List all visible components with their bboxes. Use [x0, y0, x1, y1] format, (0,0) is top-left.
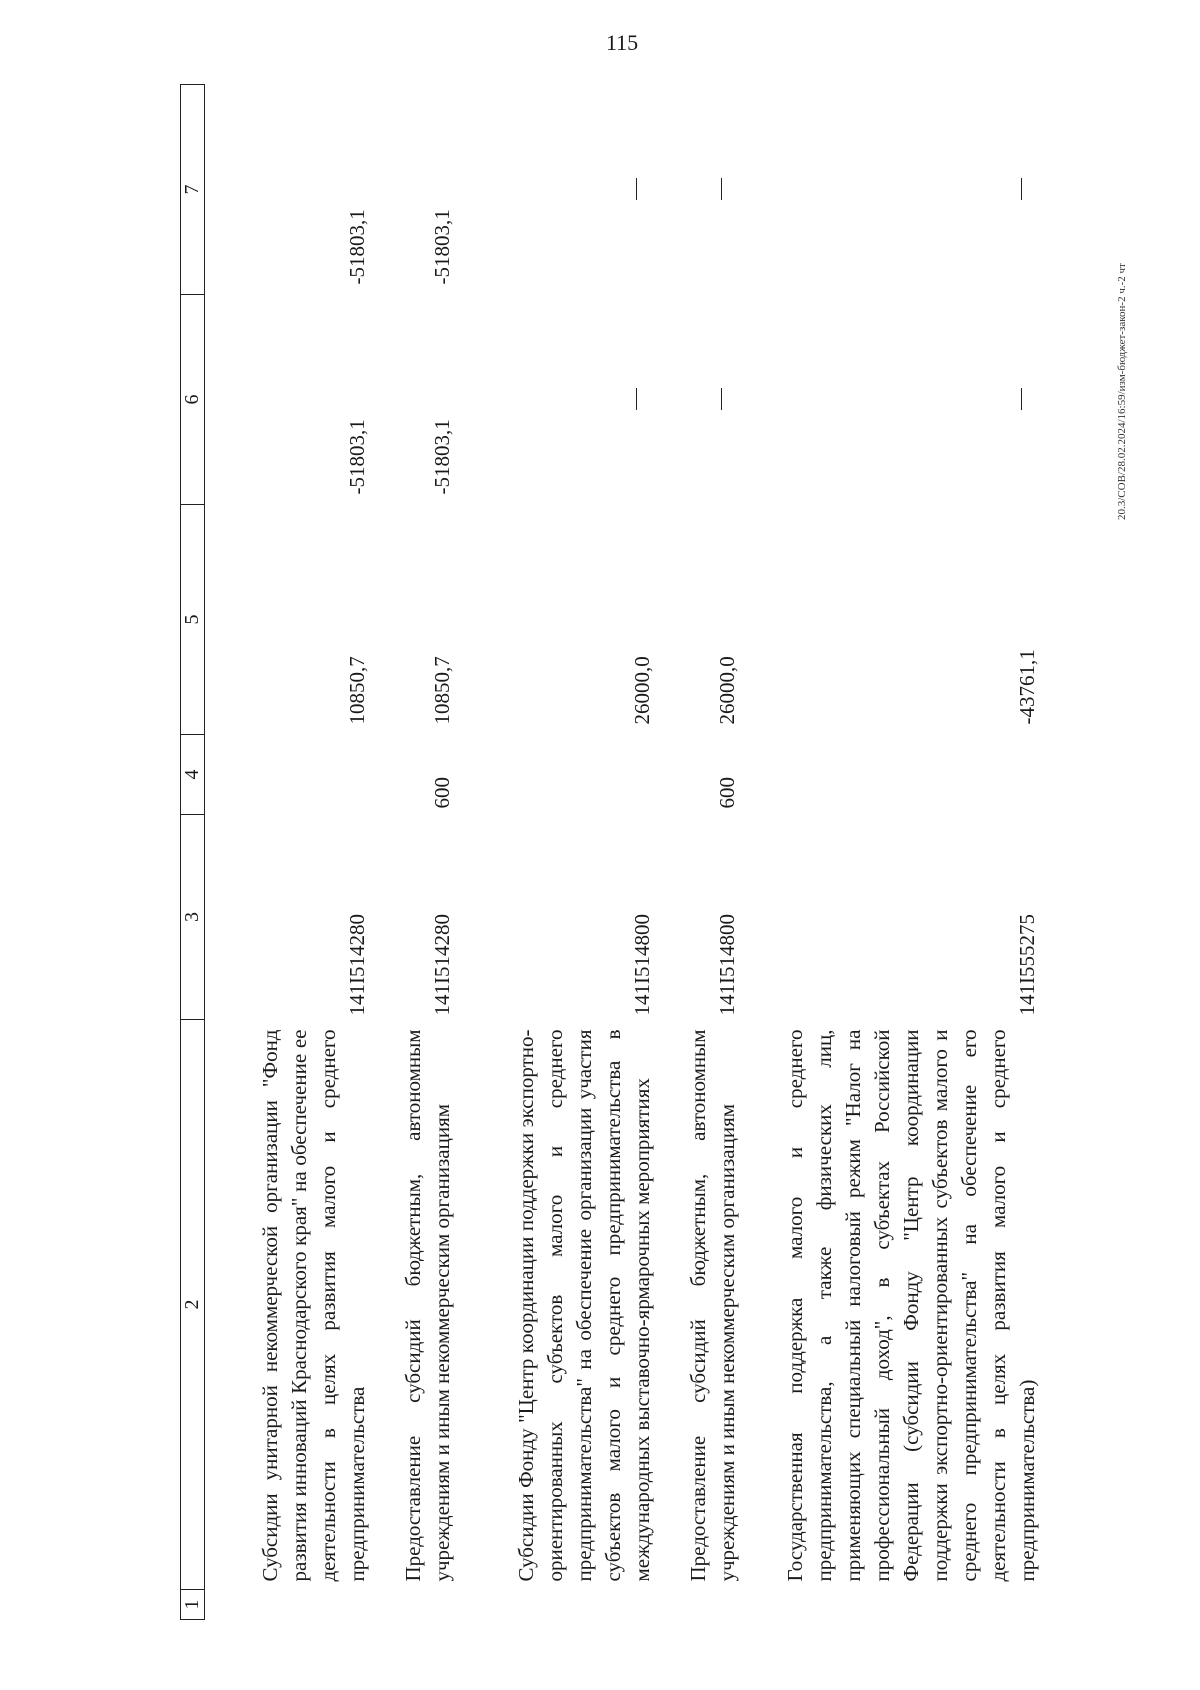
column-header-3: 3	[181, 815, 205, 1020]
table-row	[465, 85, 665, 1620]
column-header-5: 5	[181, 505, 205, 735]
dash-icon	[1021, 179, 1022, 201]
budget-table-container	[180, 85, 1040, 1620]
row-name: Субсидии Фонду "Центр координации поддержки экспортно-ориентированных субъектов малого и среднего предпринимательства" на обеспечение организации участия субъектов малого и среднего предпринимательства в международных выставочно-ярмарочных мероприятиях	[513, 1029, 654, 1582]
table-row	[380, 85, 465, 1620]
dash-icon	[721, 179, 722, 201]
row-col7	[465, 85, 665, 295]
budget-table	[180, 84, 1050, 1620]
row-code: 141I514800	[629, 914, 654, 1016]
row-name: Государственная поддержка малого и среднего предпринимательства, а также физических лиц, применяющих специальный налоговый режим "Налог на профессиональный доход", в субъектах Российской Федерации (субсидии Фонду "Центр координации поддержки экспортно-ориентированных субъектов малого и среднего предпринимательства" на обеспечение его деятельности в целях развития малого и среднего предпринимательства)	[782, 1029, 1039, 1582]
row-type: 600	[714, 777, 739, 809]
row-col5: 26000,0	[714, 656, 739, 725]
row-col6: -51803,1	[429, 419, 454, 495]
column-header-7: 7	[181, 85, 205, 295]
dash-icon	[721, 389, 722, 411]
dash-icon	[1021, 389, 1022, 411]
row-col5: 26000,0	[629, 656, 654, 725]
row-col5: 10850,7	[429, 656, 454, 725]
column-header-4: 4	[181, 735, 205, 815]
table-row	[750, 85, 1050, 1620]
row-code: 141I514800	[714, 914, 739, 1016]
row-col6	[750, 295, 1050, 505]
row-name: Субсидии унитарной некоммерческой организации "Фонд развития инноваций Краснодарского края" на обеспечение ее деятельности в целях развития малого и среднего предпринимательства	[257, 1029, 369, 1582]
row-col7: -51803,1	[429, 209, 454, 285]
row-col7: -51803,1	[344, 209, 369, 285]
column-header-1: 1	[181, 1590, 205, 1620]
row-name: Предоставление субсидий бюджетным, автономным учреждениям и иным некоммерческим организациям	[685, 1029, 739, 1582]
row-type	[750, 735, 1050, 815]
row-col5: -43761,1	[1014, 649, 1039, 725]
dash-icon	[636, 179, 637, 201]
dash-icon	[636, 389, 637, 411]
row-code: 141I555275	[1014, 914, 1039, 1016]
row-col6	[465, 295, 665, 505]
row-type	[465, 735, 665, 815]
header-row	[181, 85, 205, 1620]
row-type	[205, 735, 380, 815]
column-header-2: 2	[181, 1020, 205, 1590]
column-header-6: 6	[181, 295, 205, 505]
page-number: 115	[606, 30, 639, 55]
document-footer-code: 20.3/СОВ/28.02.2024/16:59/изм-бюджет-закон-2 ч.-2 чт	[1116, 263, 1128, 520]
row-name: Предоставление субсидий бюджетным, автономным учреждениям и иным некоммерческим организациям	[400, 1029, 454, 1582]
row-type: 600	[429, 777, 454, 809]
row-code: 141I514280	[429, 914, 454, 1016]
row-col6: -51803,1	[344, 419, 369, 495]
row-col6	[665, 295, 750, 505]
row-code: 141I514280	[344, 914, 369, 1016]
table-row	[205, 85, 380, 1620]
table-row	[665, 85, 750, 1620]
row-col7	[665, 85, 750, 295]
row-col7	[750, 85, 1050, 295]
row-col5: 10850,7	[344, 656, 369, 725]
